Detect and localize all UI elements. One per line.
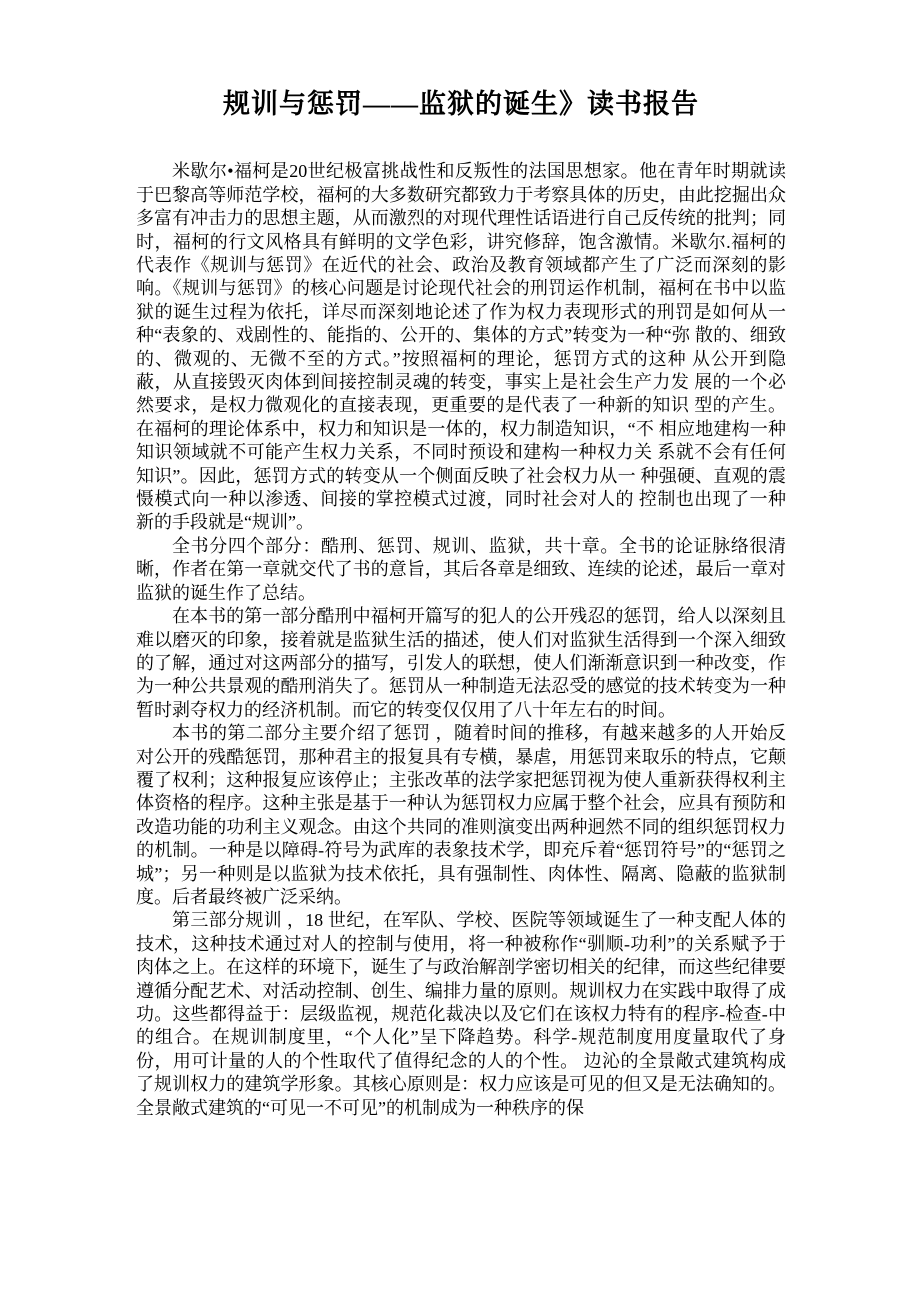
paragraph-part2-punishment: 本书的第二部分主要介绍了惩罚 ，随着时间的推移，有越来越多的人开始反对公开的残酷惩罚，那种君主的报复具有专横，暴虐，用惩罚来取乐的特点，它颠覆了权利；这种报复应该停止；主张改革的法学家把惩罚视为使人重新获得权利主体资格的程序。这种主张是基于一种认为惩罚权力应属于整个社会，应具有预防和改造功能的功利主义观念。由这个共同的准则演变出两种迥然不同的组织惩罚权力的机制。一种是以障碍-符号为武库的表象技术学，即充斥着“惩罚符号”的“惩罚之城”；另一种则是以监狱为技术依托，具有强制性、肉体性、隔离、隐蔽的监狱制度。后者最终被广泛采纳。	[136, 723, 786, 907]
paragraph-intro: 米歇尔•福柯是20世纪极富挑战性和反叛性的法国思想家。他在青年时期就读于巴黎高等师范学校，福柯的大多数研究都致力于考察具体的历史，由此挖掘出众多富有冲击力的思想主题，从而激烈的对现代理性话语进行自己反传统的批判；同时，福柯的行文风格具有鲜明的文学色彩，讲究修辞，饱含激情。米歇尔.福柯的代表作《规训与惩罚》在近代的社会、政治及教育领域都产生了广泛而深刻的影响。《规训与惩罚》的核心问题是讨论现代社会的刑罚运作机制，福柯在书中以监狱的诞生过程为依托，详尽而深刻地论述了作为权力表现形式的刑罚是如何从一种“表象的、戏剧性的、能指的、公开的、集体的方式”转变为一种“弥 散的、细致的、微观的、无微不至的方式。”按照福柯的理论，惩罚方式的这种 从公开到隐蔽，从直接毁灭肉体到间接控制灵魂的转变，事实上是社会生产力发 展的一个必然要求，是权力微观化的直接表现，更重要的是代表了一种新的知识 型的产生。在福柯的理论体系中，权力和知识是一体的，权力制造知识，“不 相应地建构一种知识领域就不可能产生权力关系，不同时预设和建构一种权力关 系就不会有任何知识”。因此，惩罚方式的转变从一个侧面反映了社会权力从一 种强硬、直观的震慑模式向一种以渗透、间接的掌控模式过渡，同时社会对人的 控制也出现了一种新的手段就是“规训”。	[136, 161, 786, 533]
document-body	[136, 160, 786, 1120]
paragraph-part1-torture: 在本书的第一部分酷刑中福柯开篇写的犯人的公开残忍的惩罚，给人以深刻且难以磨灭的印象，接着就是监狱生活的描述，使人们对监狱生活得到一个深入细致的了解，通过对这两部分的描写，引发人的联想，使人们渐渐意识到一种改变，作为一种公共景观的酷刑消失了。惩罚从一种制造无法忍受的感觉的技术转变为一种暂时剥夺权力的经济机制。而它的转变仅仅用了八十年左右的时间。	[136, 606, 786, 720]
document-title: 规训与惩罚——监狱的诞生》读书报告	[223, 89, 699, 119]
paragraph-structure: 全书分四个部分：酷刑、惩罚、规训、监狱，共十章。全书的论证脉络很清晰，作者在第一章就交代了书的意旨，其后各章是细致、连续的论述，最后一章对监狱的诞生作了总结。	[136, 535, 786, 603]
paragraph-part3-discipline: 第三部分规训 ，18 世纪，在军队、学校、医院等领域诞生了一种支配人体的技术，这种技术通过对人的控制与使用，将一种被称作“驯顺-功利”的关系赋予于肉体之上。在这样的环境下，诞生了与政治解剖学密切相关的纪律，而这些纪律要遵循分配艺术、对活动控制、创生、编排力量的原则。规训权力在实践中取得了成功。这些都得益于：层级监视，规范化裁决以及它们在该权力特有的程序-检查-中的组合。在规训制度里，“个人化”呈下降趋势。科学-规范制度用度量取代了身份，用可计量的人的个性取代了值得纪念的人的个性。 边沁的全景敞式建筑构成了规训权力的建筑学形象。其核心原则是：权力应该是可见的但又是无法确知的。全景敞式建筑的“可见一不可见”的机制成为一种秩序的保	[136, 910, 786, 1118]
